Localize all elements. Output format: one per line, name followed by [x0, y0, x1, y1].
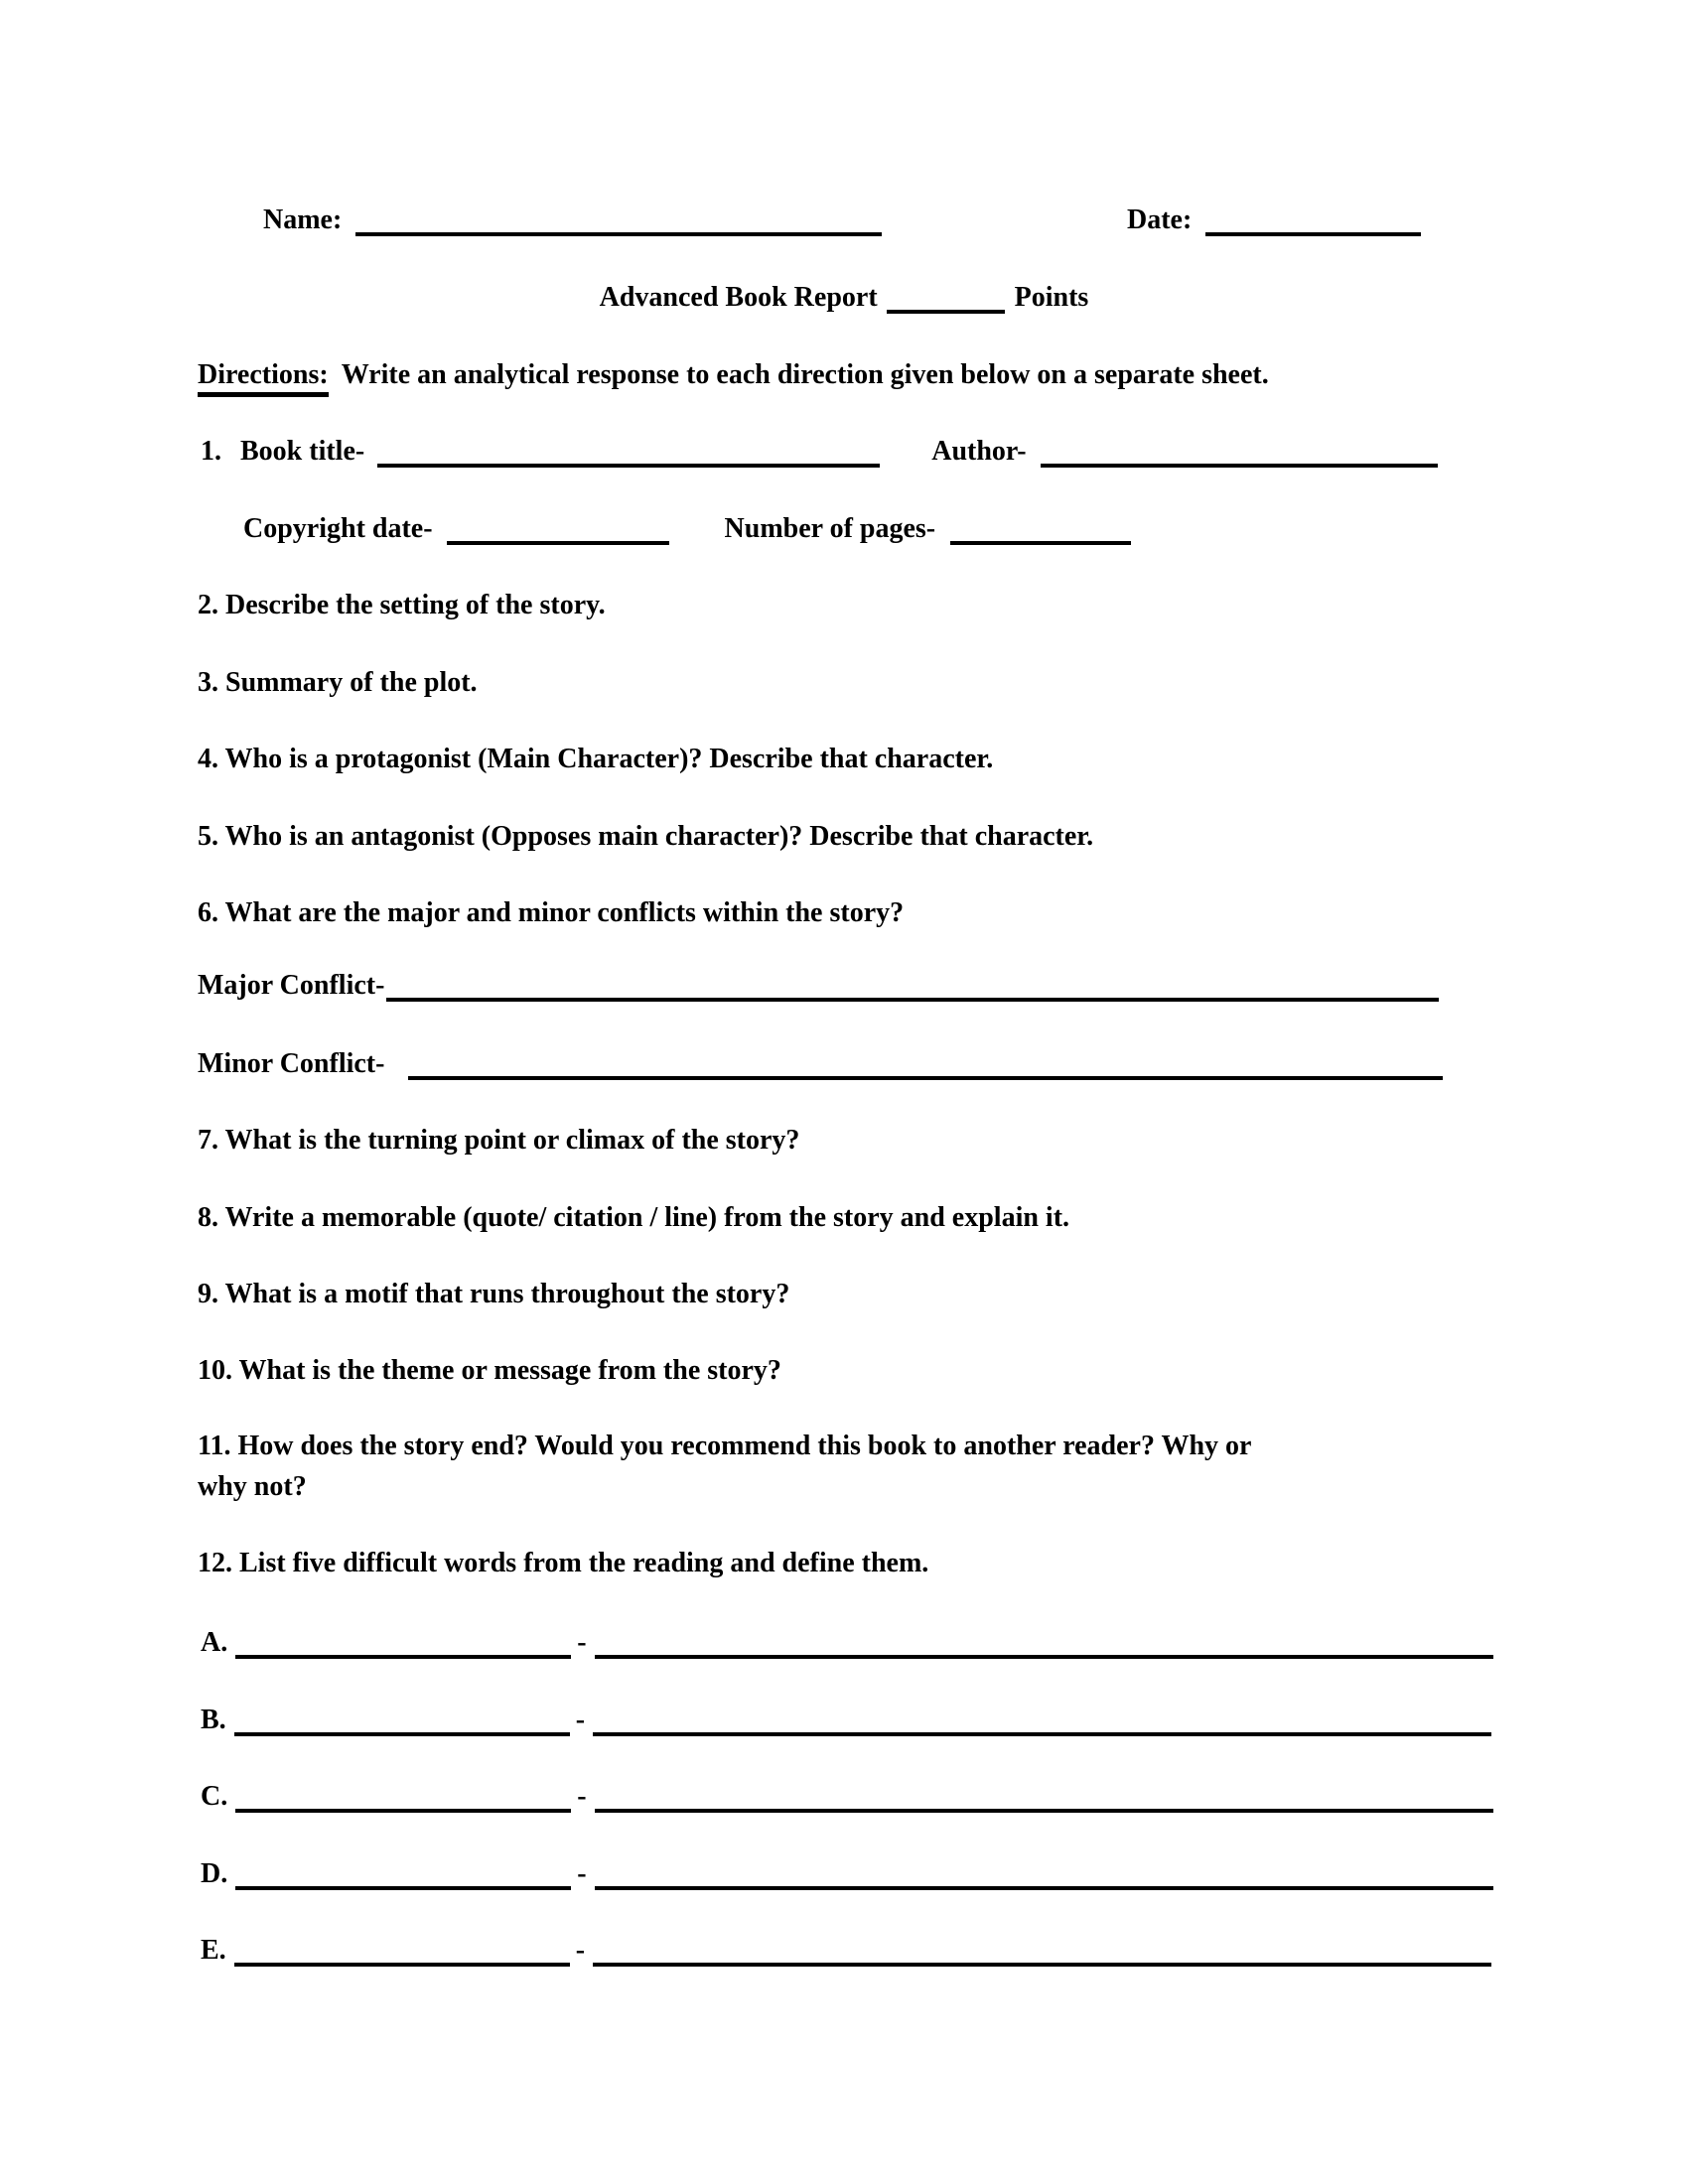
word-row-d — [201, 1857, 1493, 1891]
page-title: Advanced Book Report — [599, 282, 878, 313]
word-row-a — [201, 1626, 1493, 1660]
pages-label: Number of pages- — [724, 513, 936, 544]
title-line — [0, 281, 1688, 315]
question-11-line1: 11. How does the story end? Would you recommend this book to another reader? Why or — [198, 1431, 1252, 1461]
points-field[interactable] — [887, 302, 1005, 314]
word-field-a[interactable] — [235, 1647, 571, 1659]
definition-field-c[interactable] — [595, 1801, 1493, 1813]
question-3: 3. Summary of the plot. — [198, 667, 478, 698]
word-field-e[interactable] — [234, 1955, 570, 1967]
separator-hyphen: - — [575, 1705, 586, 1735]
author-field[interactable] — [1041, 456, 1438, 468]
question-5: 5. Who is an antagonist (Opposes main character)? Describe that character. — [198, 821, 1094, 852]
date-label: Date: — [1127, 205, 1193, 235]
word-row-c — [201, 1780, 1493, 1814]
major-conflict-line — [198, 969, 1439, 1003]
minor-conflict-label: Minor Conflict- — [198, 1048, 385, 1079]
book-title-label: Book title- — [240, 436, 365, 467]
question-2: 2. Describe the setting of the story. — [198, 590, 606, 620]
name-line — [263, 204, 882, 237]
word-letter: C. — [201, 1781, 228, 1812]
points-label: Points — [1014, 282, 1089, 313]
date-line — [1127, 204, 1421, 237]
copyright-label: Copyright date- — [243, 513, 433, 544]
question-4: 4. Who is a protagonist (Main Character)? Describe that character. — [198, 744, 994, 774]
minor-conflict-field[interactable] — [408, 1068, 1443, 1080]
word-row-b — [201, 1704, 1491, 1737]
question-6: 6. What are the major and minor conflicts within the story? — [198, 897, 905, 928]
word-letter: A. — [201, 1627, 228, 1658]
question-1-number: 1. — [201, 436, 221, 467]
author-label: Author- — [931, 436, 1027, 467]
minor-conflict-line — [198, 1047, 1443, 1081]
question-12: 12. List five difficult words from the reading and define them. — [198, 1548, 929, 1578]
word-field-c[interactable] — [235, 1801, 571, 1813]
word-field-d[interactable] — [235, 1878, 571, 1890]
directions-text: Write an analytical response to each direction given below on a separate sheet. — [341, 359, 1269, 390]
question-8: 8. Write a memorable (quote/ citation / line) from the story and explain it. — [198, 1202, 1070, 1233]
definition-field-a[interactable] — [595, 1647, 1493, 1659]
question-11-line2: why not? — [198, 1471, 307, 1502]
definition-field-b[interactable] — [593, 1724, 1491, 1736]
definition-field-e[interactable] — [593, 1955, 1491, 1967]
separator-hyphen: - — [575, 1935, 586, 1966]
directions-label: Directions: — [198, 359, 329, 397]
major-conflict-field[interactable] — [386, 990, 1439, 1002]
definition-field-d[interactable] — [595, 1878, 1493, 1890]
name-label: Name: — [263, 205, 343, 235]
book-title-field[interactable] — [377, 456, 880, 468]
date-field[interactable] — [1205, 224, 1421, 236]
question-10: 10. What is the theme or message from the story? — [198, 1355, 781, 1386]
question-7: 7. What is the turning point or climax of the story? — [198, 1125, 800, 1156]
word-field-b[interactable] — [234, 1724, 570, 1736]
word-row-e — [201, 1934, 1491, 1968]
separator-hyphen: - — [577, 1627, 587, 1658]
word-letter: E. — [201, 1935, 226, 1966]
directions-line — [198, 358, 1269, 392]
separator-hyphen: - — [577, 1781, 587, 1812]
separator-hyphen: - — [577, 1858, 587, 1889]
question-1-line — [201, 435, 1438, 469]
question-9: 9. What is a motif that runs throughout the story? — [198, 1279, 790, 1309]
word-letter: D. — [201, 1858, 228, 1889]
major-conflict-label: Major Conflict- — [198, 970, 385, 1001]
name-field[interactable] — [355, 224, 882, 236]
question-1b-line — [243, 512, 1131, 546]
pages-field[interactable] — [950, 533, 1131, 545]
word-letter: B. — [201, 1705, 226, 1735]
question-11 — [198, 1426, 1251, 1507]
copyright-field[interactable] — [447, 533, 669, 545]
